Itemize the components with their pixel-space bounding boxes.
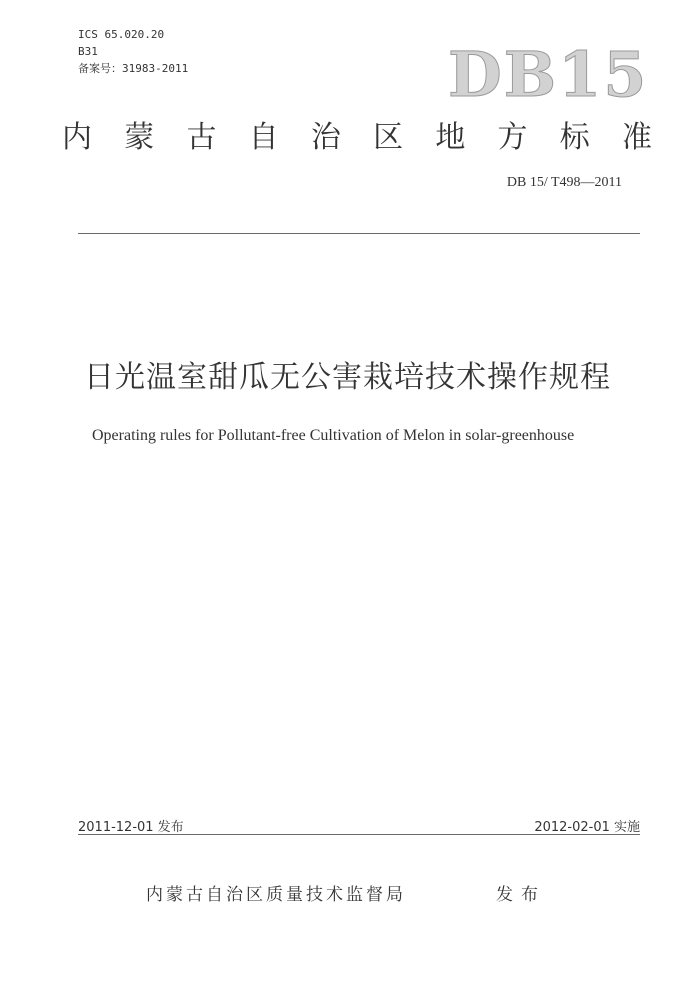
document-title-en: Operating rules for Pollutant-free Cultivation of Melon in solar-greenhouse [92,427,575,444]
ics-code: ICS 65.020.20 [78,28,165,41]
standard-type-char: 古 [186,120,217,155]
standard-type-char: 标 [559,120,590,155]
document-meta [78,26,188,77]
db-logo: DB15 [448,38,649,111]
standard-type-char: 区 [373,120,404,155]
record-number: 备案号：31983-2011 [78,62,189,75]
standard-type-char: 蒙 [124,120,155,155]
header-divider [78,233,640,234]
footer-divider [78,834,640,835]
issue-date: 2011-12-01 发布 [78,820,184,835]
issue-label: 发布 [496,885,546,905]
standard-type-char: 准 [621,120,652,155]
standard-type-char: 内 [62,120,92,155]
document-title-cn: 日光温室甜瓜无公害栽培技术操作规程 [84,360,611,395]
issuing-authority: 内蒙古自治区质量技术监督局 [146,885,406,905]
standard-type-char: 治 [310,120,341,155]
standard-number: DB 15/ T498—2011 [506,175,622,190]
classification-code: B31 [78,45,98,58]
standard-type-char: 自 [248,120,279,155]
standard-type-title [62,120,652,156]
standard-type-char: 方 [497,120,528,155]
standard-type-char: 地 [435,120,466,155]
implementation-date: 2012-02-01 实施 [534,820,640,835]
